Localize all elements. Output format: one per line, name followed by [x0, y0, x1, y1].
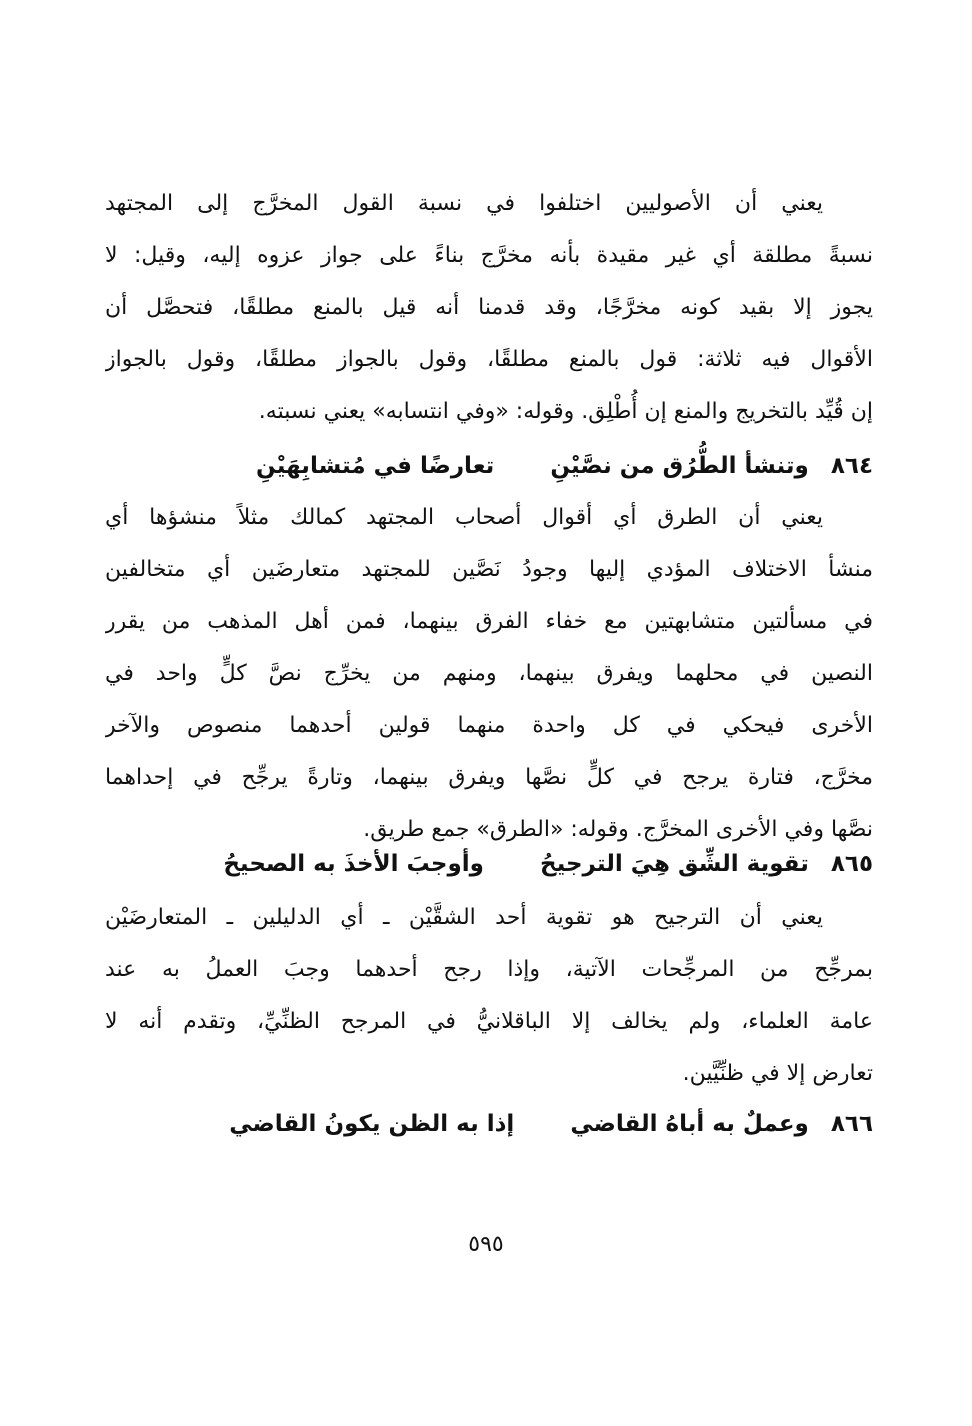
- verse-hemistich-first: وتنشأ الطُّرُق من نصَّيْنِ: [550, 453, 809, 479]
- paragraph-line: الأقوال فيه ثلاثة: قول بالمنع مطلقًا، وقول بالجواز مطلقًا، وقول بالجواز: [105, 347, 873, 372]
- verse-hemistich-second: وأوجبَ الأخذَ به الصحيحُ: [223, 851, 484, 877]
- commentary-paragraph-1: [105, 178, 873, 438]
- verse-number: ٨٦٦: [830, 1111, 873, 1137]
- verse-hemistich-second: تعارضًا في مُتشابِهَيْنِ: [256, 453, 495, 479]
- paragraph-line: منشأ الاختلاف المؤدي إليها وجودُ نَصَّين للمجتهد متعارضَين أي متخالفين: [105, 557, 873, 582]
- paragraph-line: يعني أن الطرق أي أقوال أصحاب المجتهد كمالك مثلاً منشؤها أي: [105, 505, 823, 530]
- paragraph-line: بمرجِّح من المرجِّحات الآتية، وإذا رجح أحدهما وجبَ العملُ به عند: [105, 957, 873, 982]
- paragraph-line: مخرَّج، فتارة يرجح في كلٍّ نصَّها ويفرق بينهما، وتارةً يرجِّح في إحداهما: [105, 765, 873, 790]
- paragraph-line: في مسألتين متشابهتين مع خفاء الفرق بينهما، فمن أهل المذهب من يقرر: [105, 609, 873, 634]
- paragraph-line: نسبةً مطلقة أي غير مقيدة بأنه مخرَّج بناءً على جواز عزوه إليه، وقيل: لا: [105, 243, 873, 268]
- page-number: ٥٩٥: [468, 1232, 504, 1257]
- commentary-paragraph-3: [105, 892, 873, 1100]
- paragraph-line: يجوز إلا بقيد كونه مخرَّجًا، وقد قدمنا أنه قيل بالمنع مطلقًا، فتحصَّل أن: [105, 295, 873, 320]
- commentary-paragraph-2: [105, 492, 873, 856]
- paragraph-line: تعارض إلا في ظنِّيَّين.: [682, 1061, 873, 1086]
- verse-number: ٨٦٤: [830, 453, 873, 479]
- verse-hemistich-first: وعملٌ به أباهُ القاضي: [570, 1111, 809, 1137]
- paragraph-line: نصَّها وفي الأخرى المخرَّج. وقوله: «الطرق» جمع طريق.: [363, 817, 873, 842]
- paragraph-line: يعني أن الترجيح هو تقوية أحد الشقَّيْن ـ أي الدليلين ـ المتعارضَيْن: [105, 905, 823, 930]
- paragraph-line: إن قُيِّد بالتخريج والمنع إن أُطْلِق. وقوله: «وفي انتسابه» يعني نسبته.: [258, 399, 873, 424]
- verse-866: [105, 1098, 873, 1150]
- verse-865: [105, 838, 873, 890]
- paragraph-line: الأخرى فيحكي في كل واحدة منهما قولين أحدهما منصوص والآخر: [105, 713, 873, 738]
- verse-hemistich-first: تقوية الشِّق هِيَ الترجيحُ: [540, 851, 809, 877]
- paragraph-line: عامة العلماء، ولم يخالف إلا الباقلانيُّ في المرجح الظنِّيِّ، وتقدم أنه لا: [105, 1009, 873, 1034]
- paragraph-line: النصين في محلهما ويفرق بينهما، ومنهم من يخرِّج نصَّ كلٍّ واحد في: [105, 661, 873, 686]
- verse-number: ٨٦٥: [830, 851, 873, 877]
- verse-hemistich-second: إذا به الظن يكونُ القاضي: [229, 1111, 515, 1137]
- verse-864: [105, 440, 873, 492]
- paragraph-line: يعني أن الأصوليين اختلفوا في نسبة القول المخرَّج إلى المجتهد: [105, 191, 823, 216]
